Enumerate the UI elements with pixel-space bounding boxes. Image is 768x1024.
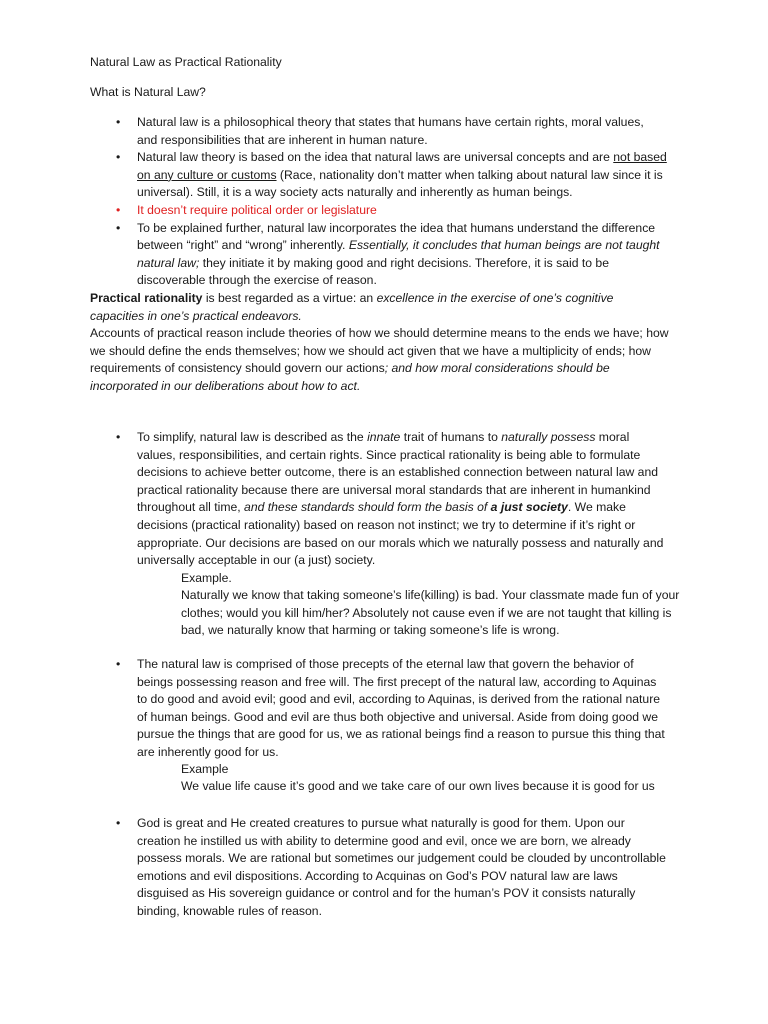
practical-rationality-paragraph: Practical rationality is best regarded as a virtue: an excellence in the exercise of one’s cognitive capacities in one’s practical endeavors. xyxy=(90,291,614,323)
example-text: Naturally we know that taking someone’s life(killing) is bad. Your classmate made fun of your clothes; would you kill him/her? Absolutely not cause even if we are not taught that killing is bad, we naturally know that harming or taking someone’s life is wrong. xyxy=(181,588,680,638)
example-label: Example xyxy=(181,762,229,776)
list-item: • To be explained further, natural law incorporates the idea that humans understand the difference between “right” and “wrong” inherently. Essentially, it concludes that human beings are not taught natural law; they initiate it by making good and right decisions. Therefore, it is said to be discoverable through the exercise of reason. xyxy=(0,220,667,290)
list-item: • Natural law theory is based on the idea that natural laws are universal concepts and are not based on any culture or customs (Race, nationality don’t matter when talking about natural law since it is universal). Still, it is a way society acts naturally and inherently as human beings. xyxy=(0,149,667,202)
list-item: • To simplify, natural law is described as the innate trait of humans to naturally possess moral values, responsibilities, and certain rights. Since practical rationality is being able to formulate decisions to achieve better outcome, there is an established connection between natural law and practical rationality because there are universal moral standards that are inherent in humankind throughout all time, and these standards should form the basis of a just society. We make decisions (practical rationality) based on reason not instinct; we try to determine if it’s right or appropriate. Our decisions are based on our morals which we naturally possess and naturally and universally acceptable in our (a just) society. xyxy=(0,429,667,570)
list-item: • God is great and He created creatures to pursue what naturally is good for them. Upon our creation he instilled us with ability to determine good and evil, once we are born, we already possess morals. We are rational but sometimes our judgement could be clouded by uncontrollable emotions and evil dispositions. According to Acquinas on God’s POV natural law are laws disguised as His sovereign guidance or control and for the human’s POV it consists naturally binding, knowable rules of reason. xyxy=(0,815,667,921)
god-list xyxy=(0,815,768,921)
list-item: • The natural law is comprised of those precepts of the eternal law that govern the behavior of beings possessing reason and free will. The first precept of the natural law, according to Aquinas to do good and avoid evil; good and evil, according to Aquinas, is derived from the rational nature of human beings. Good and evil are thus both objective and universal. Aside from doing good we pursue the things that are good for us, we as rational beings find a reason to pursue this thing that are inherently good for us. xyxy=(0,656,667,762)
practical-reason-paragraph: Accounts of practical reason include theories of how we should determine means to the ends we have; how we should define the ends themselves; how we should act given that we have a multiplicity of ends; how requirements of consistency should govern our actions; and how moral considerations should be incorporated in our deliberations about how to act. xyxy=(90,326,669,393)
list-item-highlight: • It doesn’t require political order or legislature xyxy=(0,202,667,220)
underlined-text: not based on any culture or customs xyxy=(137,150,667,182)
example-text: We value life cause it’s good and we take care of our own lives because it is good for us xyxy=(181,779,655,793)
page-title: Natural Law as Practical Rationality xyxy=(90,55,282,69)
list-item: • Natural law is a philosophical theory that states that humans have certain rights, moral values, and responsibilities that are inherent in human nature. xyxy=(0,114,667,149)
definition-list xyxy=(0,114,768,290)
explanation-list xyxy=(0,429,768,570)
section-heading: What is Natural Law? xyxy=(90,85,206,99)
aquinas-list xyxy=(0,656,768,762)
example-label: Example. xyxy=(181,571,232,585)
